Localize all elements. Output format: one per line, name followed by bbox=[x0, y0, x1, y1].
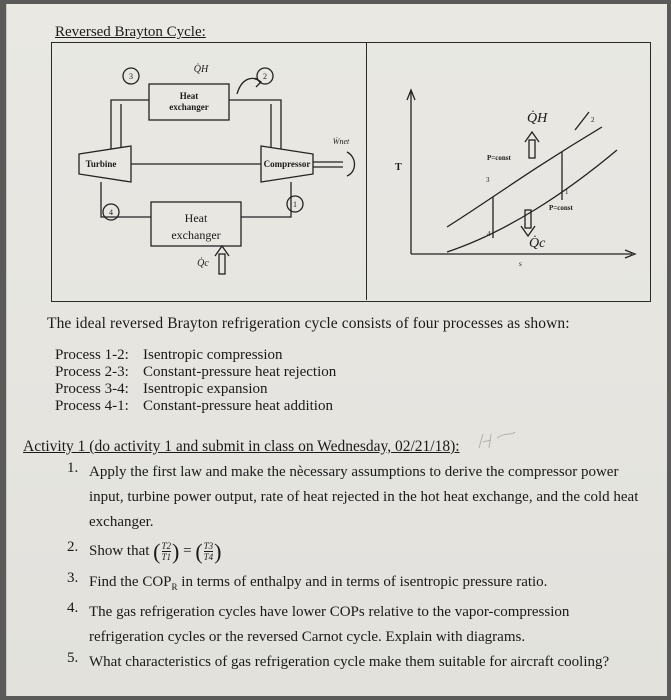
state-1-label: 1 bbox=[293, 200, 297, 209]
list-item bbox=[67, 539, 647, 564]
ts-state-2: 2 bbox=[591, 116, 595, 124]
process-desc: Isentropic expansion bbox=[143, 381, 268, 397]
frac-den: T4 bbox=[203, 552, 214, 563]
process-desc: Constant-pressure heat addition bbox=[143, 398, 333, 414]
hot-hx-label-line1: Heat bbox=[179, 91, 199, 101]
item-text bbox=[89, 539, 647, 564]
list-item bbox=[67, 600, 647, 650]
list-item bbox=[67, 570, 647, 600]
ts-pconst-low: P=const bbox=[549, 204, 573, 212]
ts-diagram bbox=[367, 42, 649, 300]
cop-suffix: in terms of enthalpy and in terms of isentropic pressure ratio. bbox=[177, 574, 548, 591]
activity-title: Activity 1 (do activity 1 and submit in class on Wednesday, 02/21/18): bbox=[23, 438, 460, 455]
process-name: Process 4-1: bbox=[55, 398, 129, 414]
fraction-lhs bbox=[162, 541, 172, 562]
paren-open: ( bbox=[153, 539, 161, 565]
frac-num: T2 bbox=[161, 541, 172, 552]
item-number: 2. bbox=[67, 539, 79, 555]
item-number: 1. bbox=[67, 460, 79, 476]
ts-pconst-high: P=const bbox=[487, 154, 511, 162]
item-text: What characteristics of gas refrigeration cycle make them suitable for aircraft cooling? bbox=[89, 654, 610, 671]
ts-qh-label: Q̇H bbox=[527, 111, 548, 126]
qh-label: Q̇H bbox=[193, 64, 209, 75]
frac-num: T3 bbox=[203, 541, 214, 552]
cold-hx-label-line1: Heat bbox=[184, 211, 208, 225]
activity-list bbox=[67, 460, 647, 675]
process-list bbox=[55, 347, 336, 415]
frac-den: T1 bbox=[161, 552, 172, 563]
state-3-label: 3 bbox=[129, 72, 133, 81]
process-name: Process 3-4: bbox=[55, 381, 129, 397]
cycle-schematic bbox=[51, 42, 366, 300]
document-page bbox=[6, 4, 667, 696]
cop-subscript: R bbox=[171, 582, 178, 593]
item-number: 3. bbox=[67, 570, 79, 587]
ts-state-1: 1 bbox=[565, 188, 569, 196]
ts-qc-label: Q̇c bbox=[529, 236, 546, 251]
process-desc: Constant-pressure heat rejection bbox=[143, 364, 337, 380]
item-text: Apply the first law and make the nècessary assumptions to derive the compressor power input, turbine power output, rate of heat rejected in the hot heat exchange, and the cold heat exchanger. bbox=[89, 464, 639, 530]
list-item bbox=[67, 460, 647, 535]
paren-open: ( bbox=[195, 539, 203, 565]
pencil-scribble bbox=[477, 428, 517, 452]
item-text: The gas refrigeration cycles have lower COPs relative to the vapor-compression refrigeration cycles or the reversed Carnot cycle. Explain with diagrams. bbox=[89, 604, 570, 646]
state-4-label: 4 bbox=[109, 208, 113, 217]
process-row bbox=[55, 381, 336, 398]
paren-close: ) bbox=[172, 539, 180, 565]
ts-x-axis-label: s bbox=[519, 260, 522, 268]
ts-state-3: 3 bbox=[486, 176, 490, 184]
paren-close: ) bbox=[214, 539, 222, 565]
item-number: 4. bbox=[67, 600, 79, 617]
compressor-label: Compressor bbox=[263, 159, 311, 169]
list-item bbox=[67, 650, 647, 675]
process-row bbox=[55, 347, 336, 364]
state-2-label: 2 bbox=[263, 72, 267, 81]
wnet-label: Ẇnet bbox=[332, 137, 350, 146]
process-row bbox=[55, 364, 336, 381]
ts-state-4: 4 bbox=[487, 230, 491, 238]
item-number: 5. bbox=[67, 650, 79, 667]
fraction-rhs bbox=[204, 541, 214, 562]
ts-y-axis-label: T bbox=[395, 162, 402, 173]
item-text bbox=[89, 570, 647, 600]
intro-paragraph: The ideal reversed Brayton refrigeration cycle consists of four processes as shown: bbox=[47, 315, 570, 332]
section-title: Reversed Brayton Cycle: bbox=[55, 24, 206, 40]
show-that-text: Show that bbox=[89, 543, 150, 559]
process-desc: Isentropic compression bbox=[143, 347, 283, 363]
process-name: Process 2-3: bbox=[55, 364, 129, 380]
cold-hx-label-line2: exchanger bbox=[171, 228, 221, 242]
qc-label: Q̇c bbox=[197, 258, 209, 269]
cop-prefix: Find the COP bbox=[89, 574, 172, 591]
turbine-label: Turbine bbox=[85, 159, 117, 169]
process-row bbox=[55, 398, 336, 415]
process-name: Process 1-2: bbox=[55, 347, 129, 363]
hot-hx-label-line2: exchanger bbox=[169, 102, 209, 112]
equals-sign: = bbox=[183, 543, 192, 559]
